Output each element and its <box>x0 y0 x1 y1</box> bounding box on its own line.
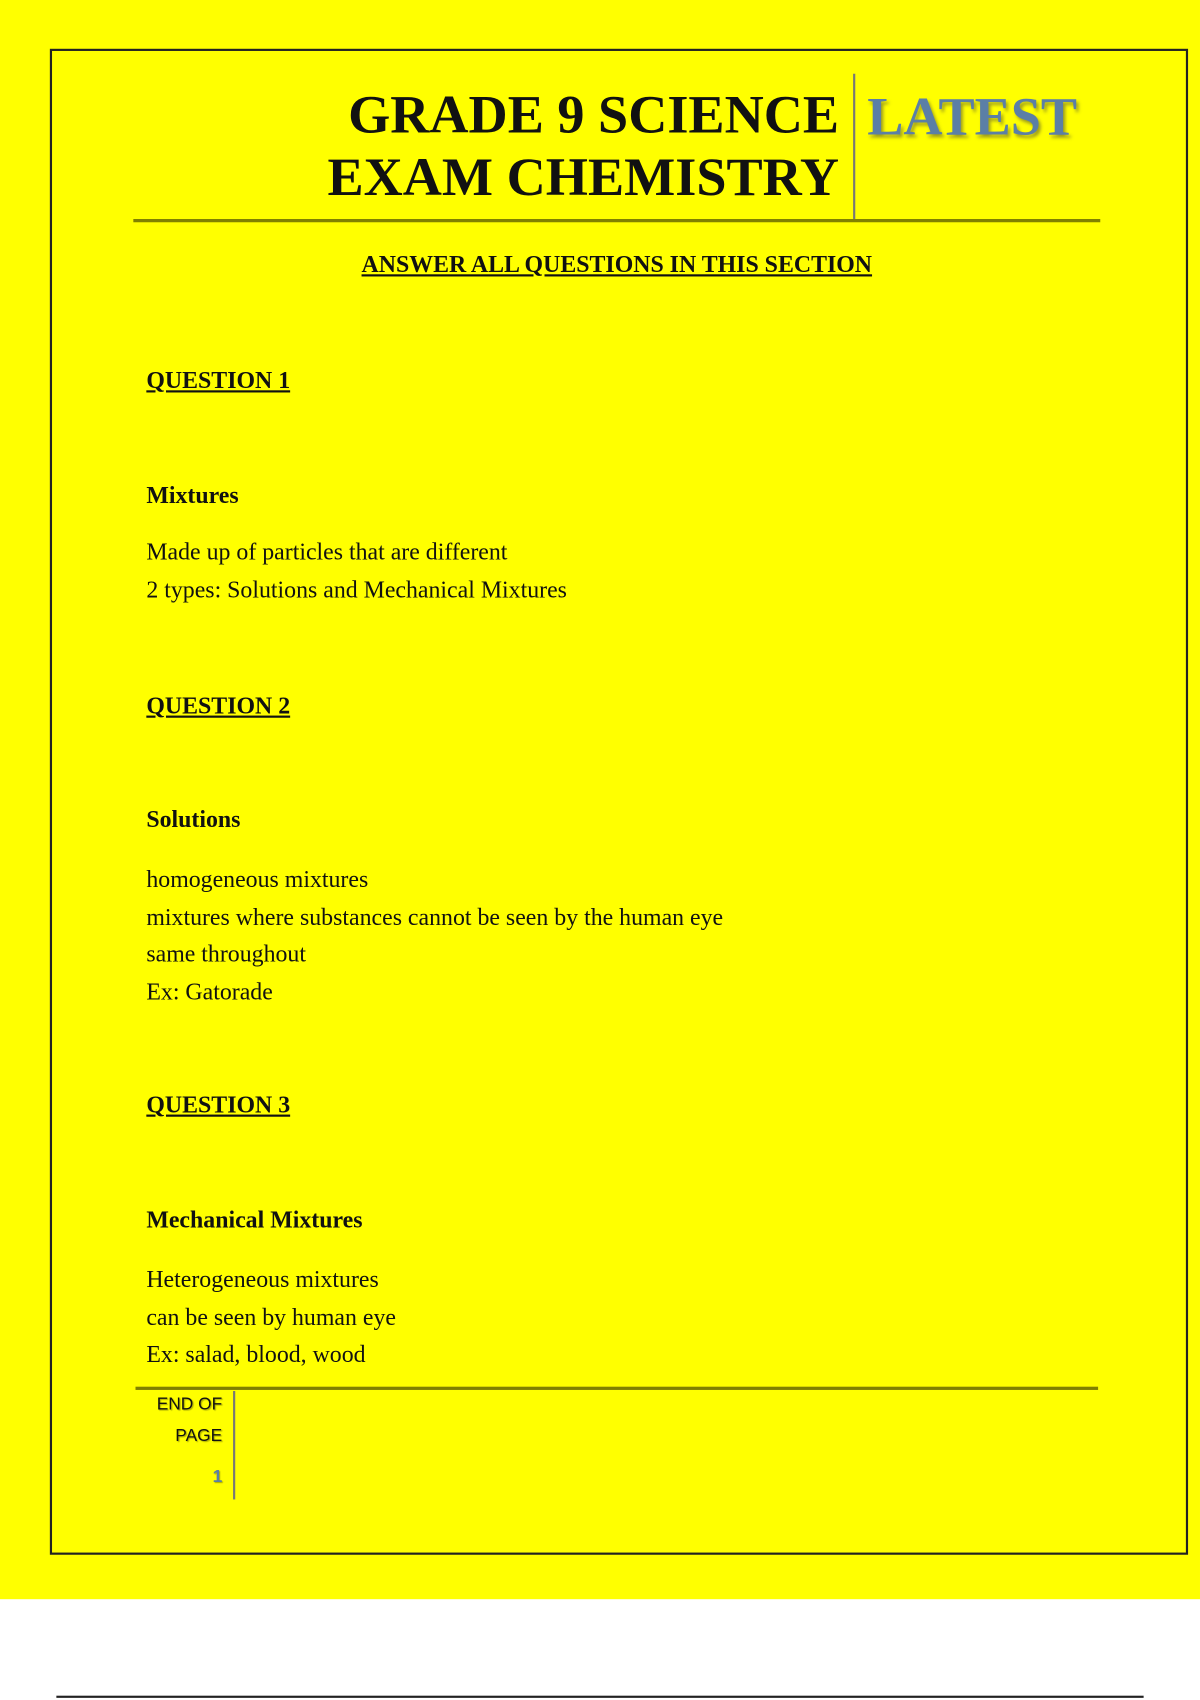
question-3-body <box>146 1261 396 1373</box>
header-divider <box>853 74 855 220</box>
header-rule <box>133 219 1100 222</box>
question-2-body <box>146 861 723 1011</box>
body-line: Ex: Gatorade <box>146 977 273 1005</box>
section-instruction: ANSWER ALL QUESTIONS IN THIS SECTION <box>361 250 873 278</box>
title-line-2: EXAM CHEMISTRY <box>327 146 840 208</box>
title-line-1: GRADE 9 SCIENCE <box>348 83 840 145</box>
latest-badge: LATEST <box>867 85 1078 147</box>
body-line: same throughout <box>146 940 306 968</box>
body-line: Made up of particles that are different <box>146 537 508 565</box>
body-line: homogeneous mixtures <box>146 865 369 893</box>
question-2-label: QUESTION 2 <box>146 691 291 719</box>
question-1-label: QUESTION 1 <box>146 366 291 394</box>
question-3-label: QUESTION 3 <box>146 1090 291 1118</box>
body-line: mixtures where substances cannot be seen by the human eye <box>146 902 724 930</box>
body-line: can be seen by human eye <box>146 1302 396 1330</box>
question-3-heading: Mechanical Mixtures <box>146 1205 363 1233</box>
footer-page: PAGE <box>175 1426 223 1446</box>
question-2-heading: Solutions <box>146 805 241 833</box>
footer-rule <box>136 1387 1099 1390</box>
footer-page-number: 1 <box>212 1468 223 1487</box>
footer-end-of: END OF <box>156 1395 223 1414</box>
body-line: Ex: salad, blood, wood <box>146 1340 366 1368</box>
footer-divider <box>233 1391 235 1499</box>
question-1-body <box>146 533 567 608</box>
body-line: Heterogeneous mixtures <box>146 1265 379 1293</box>
body-line: 2 types: Solutions and Mechanical Mixtures <box>146 575 567 603</box>
next-page-rule <box>56 1696 1143 1698</box>
question-1-heading: Mixtures <box>146 481 239 509</box>
